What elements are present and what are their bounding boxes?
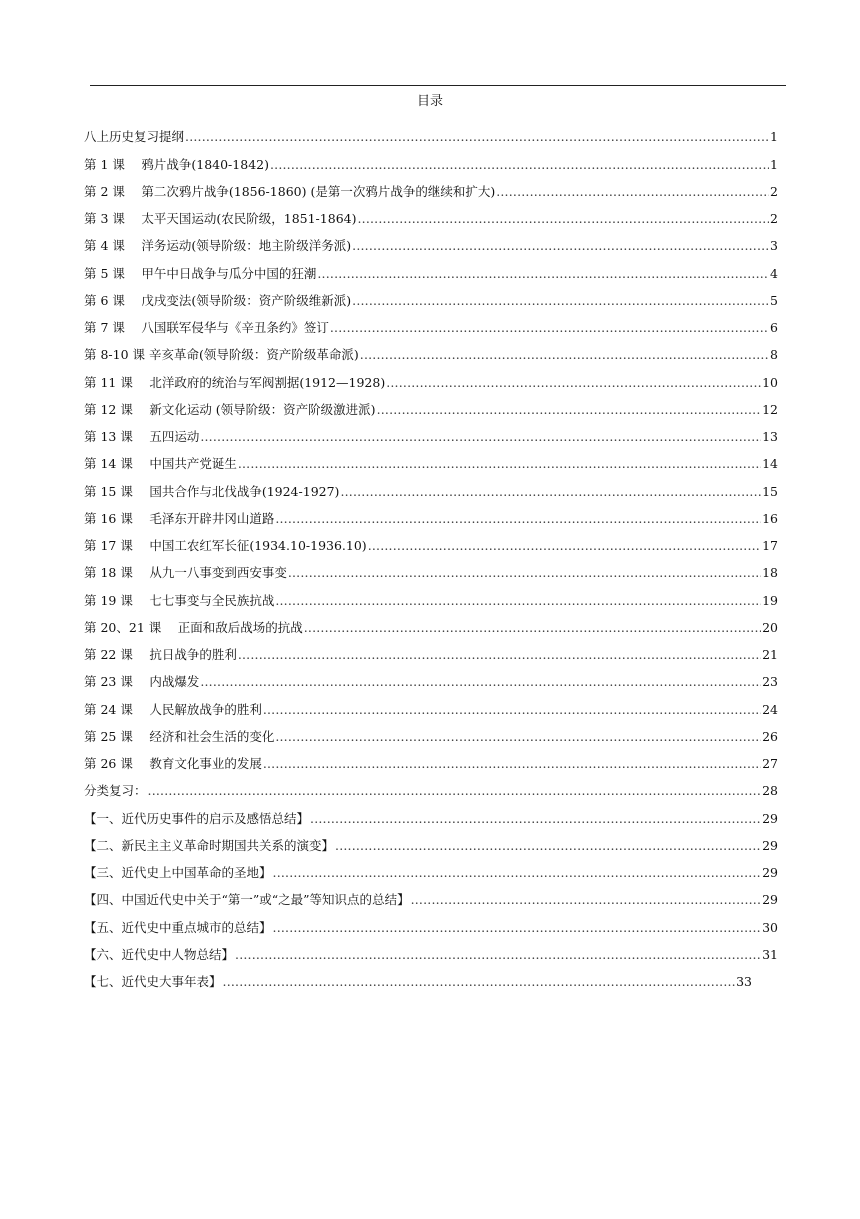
dot-leader — [352, 291, 769, 311]
table-of-contents — [84, 120, 778, 992]
dot-leader — [317, 264, 769, 284]
dot-leader — [357, 209, 769, 229]
toc-entry-page: 29 — [762, 810, 778, 826]
toc-entry-page: 29 — [762, 892, 778, 908]
toc-entry-page: 21 — [762, 647, 778, 662]
toc-entry-label: 第 19 课 七七事变与全民族抗战 — [84, 592, 275, 608]
toc-entry[interactable] — [84, 801, 778, 828]
toc-entry-page: 31 — [762, 946, 778, 962]
toc-entry-page: 28 — [762, 783, 778, 799]
toc-entry-page: 29 — [762, 837, 778, 853]
toc-entry[interactable] — [84, 147, 778, 174]
dot-leader — [263, 700, 761, 720]
dot-leader — [235, 945, 761, 965]
toc-entry[interactable] — [84, 338, 778, 365]
toc-entry[interactable] — [84, 202, 778, 229]
toc-entry-label: 第 12 课 新文化运动 (领导阶级：资产阶级激进派) — [84, 401, 376, 417]
toc-entry[interactable] — [84, 311, 778, 338]
toc-entry-page: 23 — [762, 674, 778, 690]
toc-entry[interactable] — [84, 284, 778, 311]
dot-leader — [330, 318, 769, 338]
toc-entry-label: 第 14 课 中国共产党诞生 — [84, 456, 237, 472]
toc-entry-page: 29 — [762, 865, 778, 880]
toc-entry[interactable] — [84, 256, 778, 283]
dot-leader — [368, 536, 761, 556]
toc-entry-page: 18 — [762, 565, 778, 581]
toc-entry[interactable] — [84, 965, 752, 992]
dot-leader — [185, 127, 769, 147]
toc-entry-label: 第 8-10 课 辛亥革命(领导阶级：资产阶级革命派) — [84, 347, 359, 363]
toc-entry-page: 24 — [762, 701, 778, 717]
toc-entry-page: 1 — [770, 129, 778, 145]
toc-entry-page: 14 — [762, 456, 778, 472]
toc-entry-page: 26 — [762, 728, 778, 744]
toc-entry[interactable] — [84, 120, 778, 147]
toc-entry-page: 2 — [770, 183, 778, 199]
toc-entry[interactable] — [84, 365, 778, 392]
dot-leader — [238, 645, 761, 665]
toc-entry-label: 第 4 课 洋务运动(领导阶级：地主阶级洋务派) — [84, 238, 352, 254]
toc-entry[interactable] — [84, 502, 778, 529]
toc-entry[interactable] — [84, 556, 778, 583]
dot-leader — [275, 727, 761, 747]
dot-leader — [352, 236, 769, 256]
toc-entry[interactable] — [84, 856, 778, 883]
toc-entry-page: 33 — [736, 974, 752, 989]
toc-entry-page: 6 — [770, 320, 778, 335]
toc-entry[interactable] — [84, 829, 778, 856]
dot-leader — [200, 672, 761, 692]
toc-entry[interactable] — [84, 229, 778, 256]
toc-entry-page: 27 — [762, 756, 778, 771]
toc-entry-page: 4 — [770, 265, 778, 281]
toc-entry[interactable] — [84, 611, 778, 638]
toc-entry[interactable] — [84, 474, 778, 501]
toc-entry-page: 16 — [762, 510, 778, 526]
toc-entry-page: 20 — [762, 619, 778, 635]
dot-leader — [273, 918, 762, 938]
toc-entry-label: 第 2 课 第二次鸦片战争(1856-1860) (是第一次鸦片战争的继续和扩大) — [84, 183, 496, 199]
toc-entry-label: 第 22 课 抗日战争的胜利 — [84, 647, 237, 662]
toc-entry-page: 5 — [770, 292, 778, 308]
toc-entry[interactable] — [84, 774, 778, 801]
dot-leader — [200, 427, 761, 447]
toc-entry[interactable] — [84, 720, 778, 747]
header-rule — [90, 85, 786, 86]
toc-entry-label: 第 15 课 国共合作与北伐战争(1924-1927) — [84, 483, 340, 499]
toc-entry-label: 第 18 课 从九一八事变到西安事变 — [84, 565, 287, 581]
dot-leader — [360, 345, 769, 365]
toc-entry-label: 第 13 课 五四运动 — [84, 429, 200, 444]
dot-leader — [386, 373, 761, 393]
dot-leader — [275, 509, 761, 529]
dot-leader — [310, 809, 761, 829]
toc-entry-label: 第 11 课 北洋政府的统治与军阀割据(1912—1928) — [84, 374, 386, 390]
toc-entry-label: 分类复习： — [84, 783, 147, 799]
toc-entry-label: 第 20、21 课 正面和敌后战场的抗战 — [84, 619, 303, 635]
toc-entry-label: 第 5 课 甲午中日战争与瓜分中国的狂潮 — [84, 265, 317, 281]
toc-entry[interactable] — [84, 175, 778, 202]
toc-entry[interactable] — [84, 883, 778, 910]
toc-entry-label: 【四、中国近代史中关于“第一”或“之最”等知识点的总结】 — [84, 892, 410, 908]
dot-leader — [335, 836, 761, 856]
toc-entry-label: 第 17 课 中国工农红军长征(1934.10-1936.10) — [84, 538, 367, 553]
dot-leader — [275, 591, 761, 611]
toc-entry[interactable] — [84, 529, 778, 556]
dot-leader — [288, 563, 761, 583]
toc-entry-label: 第 6 课 戊戌变法(领导阶级：资产阶级维新派) — [84, 292, 352, 308]
toc-entry[interactable] — [84, 583, 778, 610]
dot-leader — [263, 754, 761, 774]
toc-entry-page: 15 — [762, 483, 778, 499]
toc-entry[interactable] — [84, 910, 778, 937]
toc-entry-page: 8 — [770, 347, 778, 363]
toc-entry-label: 第 1 课 鸦片战争(1840-1842) — [84, 156, 269, 172]
toc-entry-label: 第 23 课 内战爆发 — [84, 674, 200, 690]
toc-entry-label: 第 25 课 经济和社会生活的变化 — [84, 728, 275, 744]
toc-entry-page: 13 — [762, 429, 778, 444]
dot-leader — [340, 482, 761, 502]
toc-entry[interactable] — [84, 938, 778, 965]
toc-entry[interactable] — [84, 747, 778, 774]
toc-entry-label: 【七、近代史大事年表】 — [84, 974, 222, 989]
toc-entry-page: 30 — [762, 919, 778, 935]
dot-leader — [304, 618, 761, 638]
toc-entry-label: 第 26 课 教育文化事业的发展 — [84, 756, 262, 771]
toc-entry-page: 12 — [762, 401, 778, 417]
toc-entry-label: 【一、近代历史事件的启示及感悟总结】 — [84, 810, 310, 826]
dot-leader — [270, 155, 769, 175]
dot-leader — [223, 972, 736, 992]
toc-entry-label: 【三、近代史上中国革命的圣地】 — [84, 865, 272, 880]
dot-leader — [273, 863, 762, 883]
toc-entry-label: 第 16 课 毛泽东开辟井冈山道路 — [84, 510, 275, 526]
toc-entry-label: 八上历史复习提纲 — [84, 129, 185, 145]
toc-entry-label: 第 7 课 八国联军侵华与《辛丑条约》签订 — [84, 320, 329, 335]
dot-leader — [377, 400, 762, 420]
toc-entry[interactable] — [84, 393, 778, 420]
toc-entry-page: 17 — [762, 538, 778, 553]
toc-entry[interactable] — [84, 638, 778, 665]
toc-title: 目录 — [416, 94, 443, 109]
dot-leader — [238, 454, 761, 474]
toc-entry-label: 第 3 课 太平天国运动(农民阶级，1851-1864) — [84, 211, 357, 226]
toc-entry-label: 【二、新民主主义革命时期国共关系的演变】 — [84, 837, 335, 853]
toc-entry-label: 【五、近代史中重点城市的总结】 — [84, 919, 272, 935]
toc-entry[interactable] — [84, 420, 778, 447]
dot-leader — [148, 781, 762, 801]
toc-entry-label: 【六、近代史中人物总结】 — [84, 946, 235, 962]
toc-entry-page: 3 — [770, 238, 778, 254]
toc-entry-page: 10 — [762, 374, 778, 390]
toc-entry[interactable] — [84, 447, 778, 474]
toc-entry-label: 第 24 课 人民解放战争的胜利 — [84, 701, 262, 717]
toc-entry[interactable] — [84, 692, 778, 719]
toc-entry[interactable] — [84, 665, 778, 692]
dot-leader — [496, 182, 769, 202]
dot-leader — [411, 890, 762, 910]
toc-entry-page: 2 — [770, 211, 778, 226]
toc-entry-page: 1 — [770, 156, 778, 172]
toc-entry-page: 19 — [762, 592, 778, 608]
